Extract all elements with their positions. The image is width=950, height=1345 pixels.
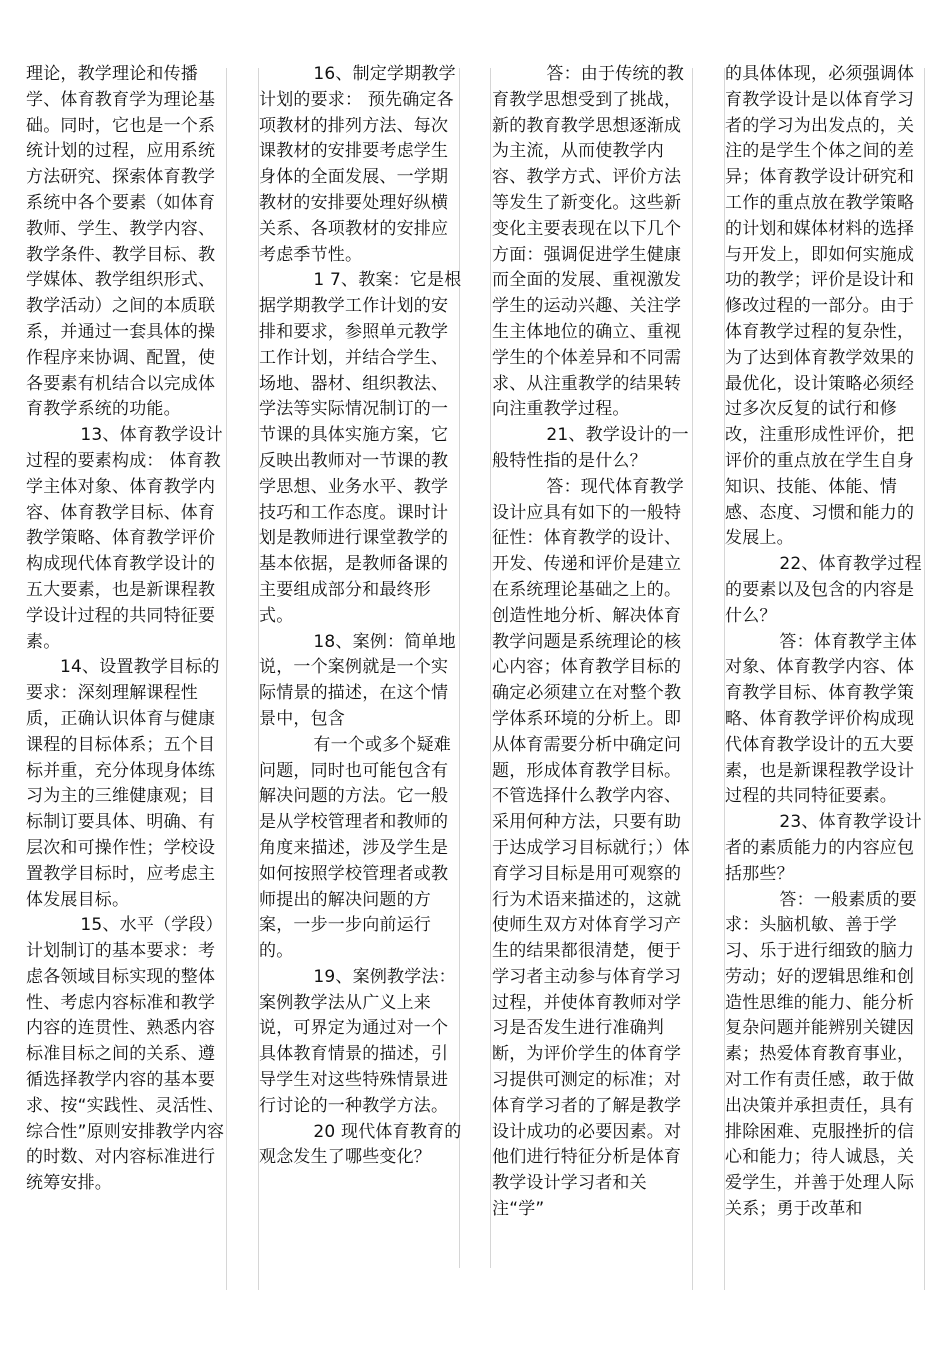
column-divider (490, 68, 491, 1268)
paragraph-item-21: 21、教学设计的一般特性指的是什么？ (492, 425, 689, 471)
text-column-4 (725, 62, 931, 1302)
paragraph-item-23: 23、体育教学设计者的素质能力的内容应包括那些？ (725, 812, 922, 884)
answer-paragraph: 答：由于传统的教育教学思想受到了挑战，新的教育教学思想逐渐成为主流，从而使教学内容、教学方式、评价方法等发生了新变化。这些新变化主要表现在以下几个方面：强调促进学生健康而全面的发展、重视激发学生的运动兴趣、关注学生主体地位的确立、重视学生的个体差异和不同需求、从注重教学的结果转向注重教学过程。 (492, 64, 684, 420)
text-column-2 (259, 62, 465, 1302)
paragraph-item-19: 19、案例教学法：案例教学法从广义上来说，可界定为通过对一个具体教育情景的描述，引导学生对这些特殊情景进行讨论的一种教学方法。 (259, 966, 456, 1116)
text-column-3 (492, 62, 698, 1302)
answer-paragraph: 答：现代体育教学设计应具有如下的一般特征性：体育教学的设计、开发、传递和评价是建立在系统理论基础之上的。创造性地分析、解决体育教学问题是系统理论的核心内容；体育教学目标的确定必须建立在对整个教学体系环境的分析上。即从体育需要分析中确定问题，形成体育教学目标。不管选择什么教学内容、采用何种方法，只要有助于达成学习目标就行；）体育学习目标是用可观察的行为术语来描述的，这就使师生双方对体育学习产生的结果都很清楚，便于学习者主动参与体育学习过程，并使体育教师对学习是否发生进行准确判断，为评价学生的体育学习提供可测定的标准；对体育学习者的了解是教学设计成功的必要因素。对他们进行特征分析是体育教学设计学习者和关注“学” (492, 476, 690, 1220)
paragraph-continuation: 的具体体现，必须强调体育教学设计是以体育学习者的学习为出发点的，关注的是学生个体之间的差异；体育教学设计研究和工作的重点放在教学策略的计划和媒体材料的选择与开发上，即如何实施成功的教学；评价是设计和修改过程的一部分。由于体育教学过程的复杂性，为了达到体育教学效果的最优化，设计策略必须经过多次反复的试行和修改，注重形成性评价，把评价的重点放在学生自身知识、技能、体能、情感、态度、习惯和能力的发展上。 (725, 64, 915, 549)
answer-paragraph: 答：体育教学主体对象、体育教学内容、体育教学目标、体育教学策略、体育教学评价构成现代体育教学设计的五大要素，也是新课程教学设计过程的共同特征要素。 (725, 631, 917, 807)
paragraph-item-15: 15、水平（学段）计划制订的基本要求：考虑各领域目标实现的整体性、考虑内容标准和教学内容的连贯性、熟悉内容标准目标之间的关系、遵循选择教学内容的基本要求、按“实践性、灵活性、综合性”原则安排教学内容的时数、对内容标准进行统筹安排。 (26, 915, 225, 1194)
paragraph: 理论，教学理论和传播学、体育教育学为理论基础。同时，它也是一个系统计划的过程，应用系统方法研究、探索体育教学系统中各个要素（如体育教师、学生、教学内容、教学条件、教学目标、教学媒体、教学组织形式、教学活动）之间的本质联系，并通过一套具体的操作程序来协调、配置，使各要素有机结合以完成体育教学系统的功能。 (26, 64, 216, 420)
paragraph-item-22: 22、体育教学过程的要素以及包含的内容是什么？ (725, 554, 922, 626)
answer-paragraph: 答：一般素质的要求：头脑机敏、善于学习、乐于进行细致的脑力劳动；好的逻辑思维和创造性思维的能力、能分析复杂问题并能辨别关键因素；热爱体育教育事业，对工作有责任感，敢于做出决策并承担责任，具有排除困难、克服挫折的信心和能力；待人诚恳，关爱学生，并善于处理人际关系；勇于改革和 (725, 889, 917, 1220)
paragraph-item-20: 20 现代体育教育的观念发生了哪些变化？ (259, 1121, 462, 1168)
paragraph-continuation: 有一个或多个疑难问题，同时也可能包含有解决问题的方法。它一般是从学校管理者和教师的角度来描述，涉及学生是如何按照学校管理者或教师提出的解决问题的方案，一步一步向前运行的。 (259, 734, 451, 962)
paragraph-item-18: 18、案例：简单地说，一个案例就是一个实际情景的描述，在这个情景中，包含 (259, 631, 456, 729)
paragraph-item-17: 1 7、教案：它是根据学期教学工作计划的安排和要求，参照单元教学工作计划，并结合学生、场地、器材、组织教法、学法等实际情况制订的一节课的具体实施方案，它反映出教师对一节课的教学思想、业务水平、教学技巧和工作态度。课时计划是教师进行课堂教学的基本依据，是教师备课的主要组成部分和最终形式。 (259, 270, 462, 626)
paragraph-item-13: 13、体育教学设计过程的要素构成： 体育教学主体对象、体育教学内容、体育教学目标、体育教学策略、体育教学评价构成现代体育教学设计的五大要素，也是新课程教学设计过程的共同特征要素。 (26, 425, 223, 652)
text-column-1 (26, 62, 232, 1302)
paragraph-item-16: 16、制定学期教学计划的要求： 预先确定各项教材的排列方法、每次课教材的安排要考虑学生身体的全面发展、一学期教材的安排要处理好纵横关系、各项教材的安排应考虑季节性。 (259, 64, 456, 265)
paragraph-item-14: 14、设置教学目标的要求：深刻理解课程性质，正确认识体育与健康课程的目标体系；五个目标并重，充分体现身体练习为主的三维健康观；目标制订要具体、明确、有层次和可操作性；学校设置教学目标时，应考虑主体发展目标。 (26, 657, 220, 910)
